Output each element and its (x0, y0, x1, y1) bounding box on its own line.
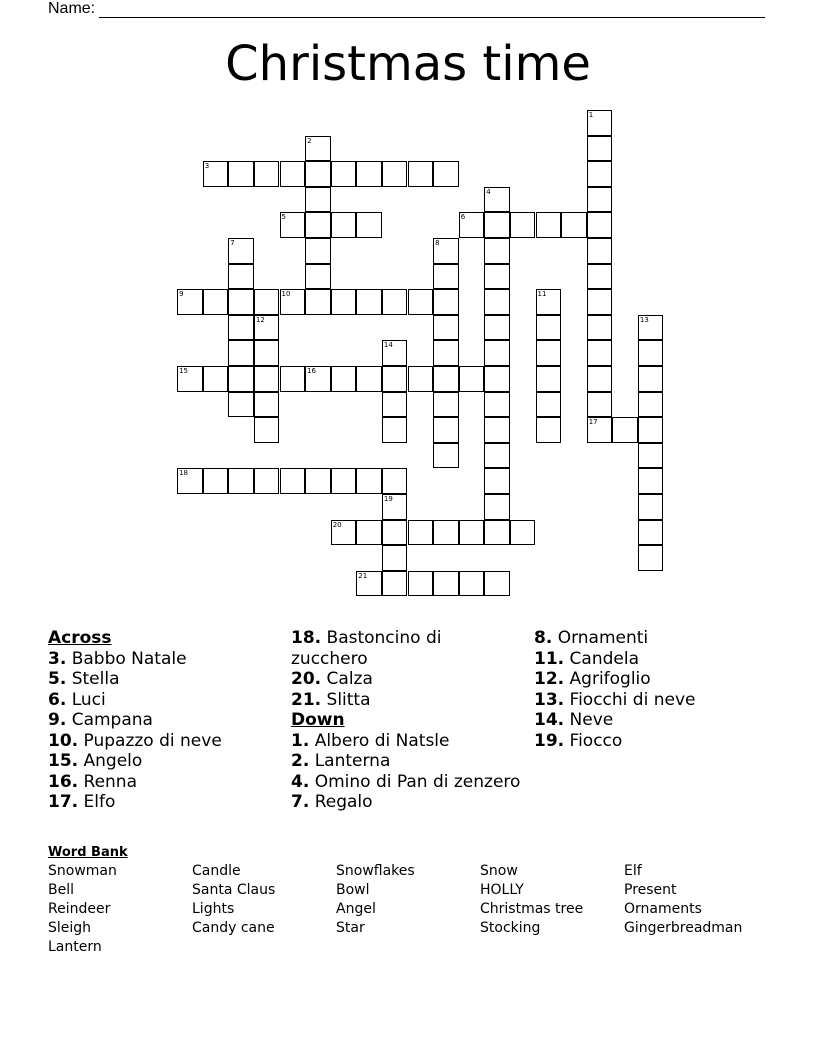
grid-cell[interactable] (536, 392, 562, 418)
clue (291, 751, 521, 772)
grid-cell[interactable] (612, 417, 638, 443)
grid-cell[interactable] (638, 315, 664, 341)
grid-cell[interactable] (356, 212, 382, 238)
clue-text: Neve (564, 710, 614, 730)
grid-cell[interactable] (587, 340, 613, 366)
clue-number: 15 (179, 367, 189, 375)
clue-text: Omino di Pan di zenzero (309, 771, 521, 792)
grid-cell[interactable] (331, 468, 357, 494)
clue-number: 4 (486, 187, 491, 196)
word-bank-item: Reindeer (48, 901, 111, 917)
grid-cell[interactable] (587, 392, 613, 418)
word-bank-item: Sleigh (48, 920, 92, 936)
clue (48, 731, 278, 752)
grid-cell[interactable] (356, 468, 382, 494)
grid-cell[interactable] (638, 340, 664, 366)
clue-number: 6. (48, 689, 67, 710)
grid-cell[interactable] (484, 443, 510, 469)
grid-cell[interactable] (433, 238, 459, 264)
word-bank-item: HOLLY (480, 882, 524, 898)
clue (48, 690, 278, 711)
grid-cell[interactable] (408, 366, 434, 392)
grid-cell[interactable] (510, 520, 536, 546)
clue-text: Lanterna (309, 751, 391, 771)
grid-cell[interactable] (203, 161, 229, 187)
clue (48, 710, 278, 731)
clue-text: Slitta (321, 689, 371, 710)
clue-number: 11. (534, 648, 565, 669)
grid-cell[interactable] (305, 161, 331, 187)
clue-text: Calza (321, 669, 373, 689)
grid-cell[interactable] (382, 545, 408, 571)
grid-cell[interactable] (433, 520, 459, 546)
word-bank-item: Gingerbreadman (624, 920, 743, 936)
clue-number: 14. (534, 710, 565, 730)
clue (48, 649, 278, 670)
word-bank-item: Elf (624, 863, 642, 879)
clue (534, 628, 764, 649)
clue-number: 2 (307, 136, 312, 145)
grid-cell[interactable] (203, 366, 229, 392)
grid-cell[interactable] (382, 520, 408, 546)
grid-cell[interactable] (638, 392, 664, 418)
grid-cell[interactable] (356, 366, 382, 392)
word-bank-item: Angel (336, 901, 376, 917)
clue-text: Angelo (78, 751, 143, 771)
clue-number: 12 (255, 315, 265, 324)
clue-number: 18. (291, 628, 322, 648)
grid-cell[interactable] (280, 366, 306, 392)
name-label: Name: (48, 0, 96, 17)
clue (534, 649, 764, 670)
grid-cell[interactable] (638, 417, 664, 443)
grid-cell[interactable] (382, 161, 408, 187)
grid-cell[interactable] (254, 315, 280, 341)
clue-number: 7. (291, 792, 310, 812)
clue (291, 772, 521, 793)
grid-cell[interactable] (228, 392, 254, 418)
clue-number: 21 (358, 571, 368, 580)
word-bank-item: Stocking (480, 920, 541, 936)
word-bank-item: Candy cane (192, 920, 275, 936)
grid-cell[interactable] (433, 340, 459, 366)
clue-heading: Across (48, 628, 112, 648)
grid-cell[interactable] (382, 468, 408, 494)
grid-cell[interactable] (484, 212, 510, 238)
grid-cell[interactable] (280, 212, 306, 238)
clue-text: Luci (66, 689, 106, 710)
word-bank-item: Lantern (48, 939, 102, 955)
clue-number: 19. (534, 730, 565, 751)
grid-cell[interactable] (484, 520, 510, 546)
grid-cell[interactable] (484, 468, 510, 494)
clue-number: 10. (48, 730, 79, 751)
grid-cell[interactable] (356, 520, 382, 546)
grid-cell[interactable] (536, 212, 562, 238)
grid-cell[interactable] (484, 571, 510, 597)
clue-number: 15. (48, 751, 79, 771)
grid-cell[interactable] (638, 366, 664, 392)
grid-cell[interactable] (484, 187, 510, 213)
clue-number: 20 (332, 520, 342, 529)
grid-cell[interactable] (587, 366, 613, 392)
word-bank-item: Ornaments (624, 901, 702, 917)
clue-number: 11 (537, 290, 547, 299)
grid-cell[interactable] (638, 494, 664, 520)
grid-cell[interactable] (331, 289, 357, 315)
grid-cell[interactable] (561, 212, 587, 238)
grid-cell[interactable] (510, 212, 536, 238)
grid-cell[interactable] (254, 392, 280, 418)
clue-number: 12. (534, 669, 565, 689)
word-bank-item: Snowflakes (336, 863, 415, 879)
clues-column-2 (291, 628, 521, 813)
grid-cell[interactable] (459, 366, 485, 392)
grid-cell[interactable] (638, 545, 664, 571)
clue (48, 792, 278, 813)
clue-number: 20. (291, 669, 322, 689)
grid-cell[interactable] (280, 289, 306, 315)
clue-text: Babbo Natale (66, 648, 187, 669)
clue (48, 772, 278, 793)
grid-cell[interactable] (254, 468, 280, 494)
clue (291, 669, 521, 690)
clue-number: 13 (639, 315, 649, 324)
word-bank-item: Lights (192, 901, 235, 917)
clue-number: 21. (291, 689, 322, 710)
grid-cell[interactable] (356, 571, 382, 597)
clue-text: Fiocchi di neve (564, 689, 696, 710)
clue (534, 690, 764, 711)
grid-cell[interactable] (305, 366, 331, 392)
word-bank-item: Star (336, 920, 365, 936)
grid-cell[interactable] (177, 468, 203, 494)
clue-number: 16 (307, 367, 317, 375)
clue (534, 731, 764, 752)
grid-cell[interactable] (305, 264, 331, 290)
word-bank-item: Bowl (336, 882, 370, 898)
grid-cell[interactable] (433, 289, 459, 315)
clue-number: 8. (534, 628, 553, 648)
grid-cell[interactable] (305, 238, 331, 264)
grid-cell[interactable] (638, 443, 664, 469)
clue-text: Bastoncino di zucchero (291, 628, 442, 669)
clue-text: Fiocco (564, 730, 623, 751)
clue-text: Agrifoglio (564, 669, 651, 689)
clue-number: 13. (534, 689, 565, 710)
clue-number: 2. (291, 751, 310, 771)
clues-column-3 (534, 628, 764, 751)
word-bank-title: Word Bank (48, 845, 128, 860)
grid-cell[interactable] (484, 392, 510, 418)
grid-cell[interactable] (382, 366, 408, 392)
grid-cell[interactable] (382, 340, 408, 366)
grid-cell[interactable] (228, 264, 254, 290)
grid-cell[interactable] (433, 315, 459, 341)
clue-number: 16. (48, 771, 79, 792)
clue-number: 3 (204, 162, 210, 171)
grid-cell[interactable] (203, 289, 229, 315)
grid-cell[interactable] (382, 494, 408, 520)
grid-cell[interactable] (280, 161, 306, 187)
word-bank-item: Snowman (48, 863, 117, 879)
grid-cell[interactable] (280, 468, 306, 494)
grid-cell[interactable] (433, 443, 459, 469)
grid-cell[interactable] (587, 289, 613, 315)
clue (291, 690, 521, 711)
grid-cell[interactable] (536, 315, 562, 341)
grid-cell[interactable] (433, 392, 459, 418)
clue-number: 19 (383, 495, 393, 503)
grid-cell[interactable] (433, 366, 459, 392)
grid-cell[interactable] (536, 417, 562, 443)
word-bank-item: Santa Claus (192, 882, 276, 898)
grid-cell[interactable] (228, 161, 254, 187)
grid-cell[interactable] (536, 289, 562, 315)
clue-text: Albero di Natsle (309, 730, 450, 751)
grid-cell[interactable] (484, 289, 510, 315)
word-bank-item: Present (624, 882, 677, 898)
clue-number: 1 (588, 111, 594, 119)
clue-number: 10 (281, 290, 291, 299)
grid-cell[interactable] (638, 520, 664, 546)
grid-cell[interactable] (484, 417, 510, 443)
clue-text: Pupazzo di neve (78, 730, 222, 751)
grid-cell[interactable] (228, 315, 254, 341)
grid-cell[interactable] (587, 264, 613, 290)
clue-heading: Down (291, 710, 345, 730)
grid-cell[interactable] (587, 136, 613, 162)
grid-cell[interactable] (459, 520, 485, 546)
clue-number: 8 (435, 239, 440, 247)
clue-text: Campana (66, 710, 153, 730)
grid-cell[interactable] (433, 161, 459, 187)
grid-cell[interactable] (228, 468, 254, 494)
grid-cell[interactable] (356, 161, 382, 187)
clues-column-1 (48, 628, 278, 813)
grid-cell[interactable] (228, 340, 254, 366)
grid-cell[interactable] (203, 468, 229, 494)
grid-cell[interactable] (254, 289, 280, 315)
grid-cell[interactable] (228, 289, 254, 315)
grid-cell[interactable] (408, 289, 434, 315)
clue (48, 669, 278, 690)
clue-text: Stella (66, 669, 120, 689)
clue-number: 14 (383, 341, 393, 350)
grid-cell[interactable] (484, 264, 510, 290)
grid-cell[interactable] (408, 161, 434, 187)
grid-cell[interactable] (587, 315, 613, 341)
clue-number: 1. (291, 730, 310, 751)
grid-cell[interactable] (254, 417, 280, 443)
grid-cell[interactable] (382, 571, 408, 597)
grid-cell[interactable] (587, 161, 613, 187)
word-bank-item: Snow (480, 863, 518, 879)
word-bank-item: Candle (192, 863, 241, 879)
grid-cell[interactable] (408, 571, 434, 597)
clue (534, 710, 764, 731)
grid-cell[interactable] (331, 366, 357, 392)
clue-text: Regalo (309, 792, 373, 812)
clue-number: 5. (48, 669, 67, 689)
clue-text: Renna (78, 771, 138, 792)
grid-cell[interactable] (587, 212, 613, 238)
clue (48, 751, 278, 772)
grid-cell[interactable] (254, 366, 280, 392)
page-title: Christmas time (225, 36, 591, 92)
clue-text: Elfo (78, 792, 116, 812)
grid-cell[interactable] (587, 110, 613, 136)
grid-cell[interactable] (382, 289, 408, 315)
grid-cell[interactable] (459, 571, 485, 597)
clue-number: 5 (281, 213, 286, 222)
grid-cell[interactable] (433, 417, 459, 443)
grid-cell[interactable] (433, 264, 459, 290)
clue-number: 6 (460, 213, 466, 222)
grid-cell[interactable] (536, 340, 562, 366)
clue (291, 628, 521, 669)
clue-number: 18 (179, 469, 189, 478)
grid-cell[interactable] (331, 161, 357, 187)
word-bank-item: Bell (48, 882, 74, 898)
clue-number: 7 (230, 239, 235, 247)
grid-cell[interactable] (484, 238, 510, 264)
grid-cell[interactable] (382, 392, 408, 418)
grid-cell[interactable] (484, 494, 510, 520)
grid-cell[interactable] (331, 212, 357, 238)
grid-cell[interactable] (254, 161, 280, 187)
grid-cell[interactable] (484, 366, 510, 392)
grid-cell[interactable] (459, 212, 485, 238)
grid-cell[interactable] (177, 366, 203, 392)
grid-cell[interactable] (484, 315, 510, 341)
grid-cell[interactable] (638, 468, 664, 494)
grid-cell[interactable] (382, 417, 408, 443)
grid-cell[interactable] (587, 238, 613, 264)
grid-cell[interactable] (484, 340, 510, 366)
grid-cell[interactable] (331, 520, 357, 546)
clue-number: 3. (48, 648, 67, 669)
grid-cell[interactable] (305, 468, 331, 494)
grid-cell[interactable] (536, 366, 562, 392)
clue (534, 669, 764, 690)
grid-cell[interactable] (305, 187, 331, 213)
grid-cell[interactable] (228, 238, 254, 264)
grid-cell[interactable] (305, 136, 331, 162)
grid-cell[interactable] (587, 417, 613, 443)
clue (291, 731, 521, 752)
grid-cell[interactable] (356, 289, 382, 315)
grid-cell[interactable] (408, 520, 434, 546)
clue (291, 792, 521, 813)
clue-number: 17. (48, 792, 79, 812)
grid-cell[interactable] (305, 289, 331, 315)
clue-number: 4. (291, 771, 310, 792)
clue-text: Candela (564, 648, 639, 669)
word-bank-item: Christmas tree (480, 901, 584, 917)
clue-number: 17 (588, 418, 598, 427)
grid-cell[interactable] (305, 212, 331, 238)
clue-text: Ornamenti (552, 628, 649, 648)
grid-cell[interactable] (228, 366, 254, 392)
grid-cell[interactable] (433, 571, 459, 597)
grid-cell[interactable] (177, 289, 203, 315)
grid-cell[interactable] (254, 340, 280, 366)
clue-number: 9 (179, 290, 184, 299)
clue-number: 9. (48, 710, 67, 730)
grid-cell[interactable] (587, 187, 613, 213)
